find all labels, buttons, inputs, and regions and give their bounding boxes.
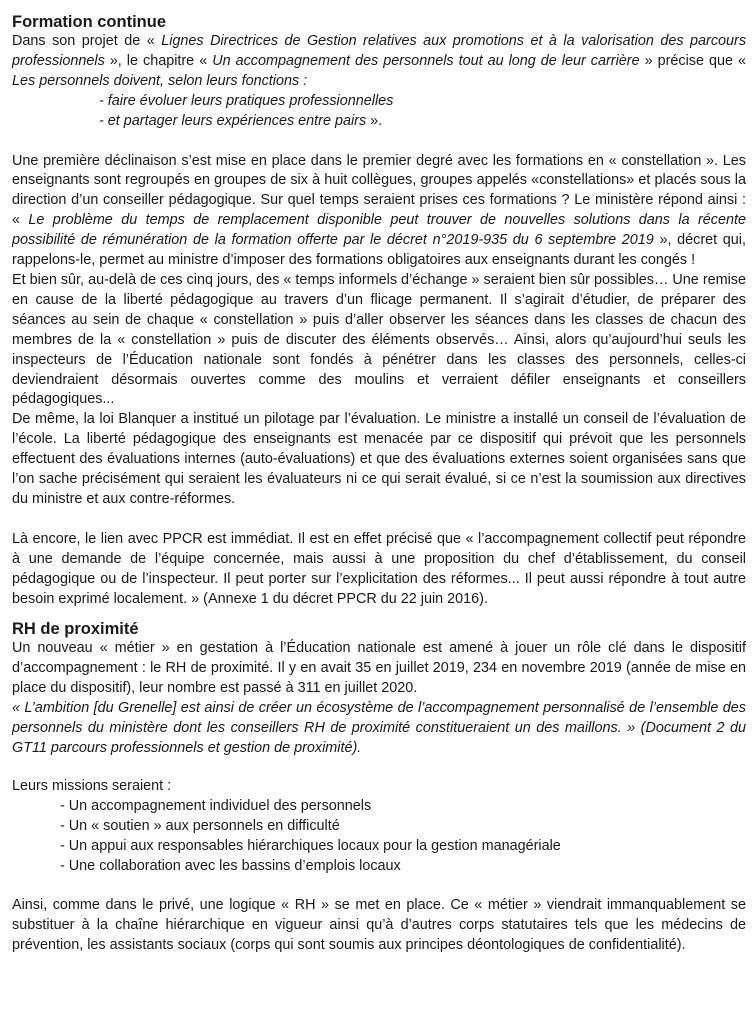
quote-bullet-2-text: - et partager leurs expériences entre pairs — [99, 112, 367, 129]
evaluation-paragraph: De même, la loi Blanquer a institué un pilotage par l’évaluation. Le ministre a installé un conseil de l’évaluation de l’école. La liberté pédagogique des enseignants est menacée par ce dispositif qui prévoit que les personnels effectuent des évaluations internes (auto-évaluations) et que des évaluations externes soient organisées sans que l’on sache précisément qui seraient les évaluateurs ni ce qui serait évalué, si ce n’est la soumission aux directives du ministre et aux contre-réformes. — [12, 411, 746, 507]
quote-bullet-2 — [12, 112, 746, 132]
grenelle-quote: « L’ambition [du Grenelle] est ainsi de créer un écosystème de l’accompagnement personnalisé de l’ensemble des personnels du ministère dont les conseillers RH de proximité constitueraient un des maillons. » (Document 2 du GT11 parcours professionnels et gestion de proximité). — [12, 700, 746, 756]
intro-text-a: Dans son projet de « — [12, 33, 162, 49]
intro-text-c: », le chapitre « — [104, 52, 213, 69]
constellation-text-a: Une première déclinaison s’est mise en place dans le premier degré avec les formations en « constellation ». Les enseignants sont regroupés en groupes de six à huit collègues, groupes appelés «constellations» et placés sous la direction d’un conseiller pédagogique. Sur quel temps seraient prises ces formations ? Le ministère répond ainsi : « — [12, 152, 746, 229]
section-heading-formation-continue: Formation continue — [12, 13, 166, 31]
rh-paragraph: Un nouveau « métier » en gestation à l’Éducation nationale est amené à jouer un rôle clé dans le dispositif d’accompagnement : le RH de proximité. Il y en avait 35 en juillet 2019, 234 en novembre 2019 (année de mise en place du dispositif), leur nombre est passé à 311 en juillet 2020. — [12, 640, 746, 697]
spacer — [12, 132, 746, 152]
ppcr-paragraph: Là encore, le lien avec PPCR est immédiat. Il est en effet précisé que « l’accompagnement collectif peut répondre à une demande de l’équipe concernée, mais aussi à une proposition du chef d’établissement, du conseil pédagogique ou de l’inspecteur. Il peut porter sur l’explicitation des réformes... Il peut aussi répondre à tout autre besoin exprimé localement. » (Annexe 1 du décret PPCR du 22 juin 2016). — [12, 530, 746, 607]
spacer — [12, 876, 746, 896]
intro-paragraph — [12, 32, 746, 92]
intro-italic-f: Les personnels doivent, selon leurs fonctions : — [12, 72, 308, 89]
spacer — [12, 510, 746, 530]
section-heading-rh-proximite: RH de proximité — [12, 620, 139, 639]
spacer — [12, 759, 746, 777]
quote-bullet-1: - faire évoluer leurs pratiques professionnelles — [99, 92, 394, 109]
intro-italic-d: Un accompagnement des personnels tout au long de leur carrière — [212, 52, 640, 69]
mission-item: - Un appui aux responsables hiérarchiques locaux pour la gestion managériale — [60, 837, 561, 854]
missions-label: Leurs missions seraient : — [12, 777, 172, 794]
mission-item: - Un accompagnement individuel des personnels — [60, 797, 372, 814]
informal-exchange-paragraph: Et bien sûr, au-delà de ces cinq jours, des « temps informels d’échange » seraient bien sûr possibles… Une remise en cause de la liberté pédagogique au travers d’un flicage permanent. Il s’agirait d’étudier, de préparer des séances au sein de chaque « constellation » puis d’aller observer les séances dans les classes de chacun des membres de la « constellation » puis de discuter des éléments observés… Ainsi, alors qu’aujourd’hui seuls les inspecteurs de l’Éducation nationale sont fondés à pénétrer dans les classes des personnels, celles-ci deviendraient désormais ouvertes comme des moulins et verraient défiler enseignants et conseillers pédagogiques... — [12, 271, 746, 408]
conclusion-paragraph: Ainsi, comme dans le privé, une logique « RH » se met en place. Ce « métier » viendrait immanquablement se substituer à la chaîne hiérarchique en vigueur ainsi qu’à d’autres corps statutaires tels que les médecins de prévention, les assistants sociaux (corps qui sont soumis aux principes déontologiques de confidentialité). — [12, 897, 746, 954]
constellation-paragraph — [12, 152, 746, 271]
constellation-italic-b: Le problème du temps de remplacement disponible peut trouver de nouvelles solutions dans la récente possibilité de rémunération de la formation offerte par le décret n°2019-935 du 6 septembre 2019 — [12, 212, 746, 249]
mission-item: - Un « soutien » aux personnels en difficulté — [60, 817, 340, 834]
constellation-text-c: », décret qui, rappelons-le, permet au ministre d’imposer des formations obligatoires aux enseignants durant les congés ! — [12, 232, 746, 269]
intro-italic-b: Lignes Directrices de Gestion relatives aux promotions et à la valorisation des parcours professionnels — [12, 33, 747, 69]
intro-text-e: » précise que « — [639, 52, 746, 69]
quote-bullet-2-end: ». — [366, 112, 383, 129]
mission-item: - Une collaboration avec les bassins d’emplois locaux — [60, 857, 401, 874]
